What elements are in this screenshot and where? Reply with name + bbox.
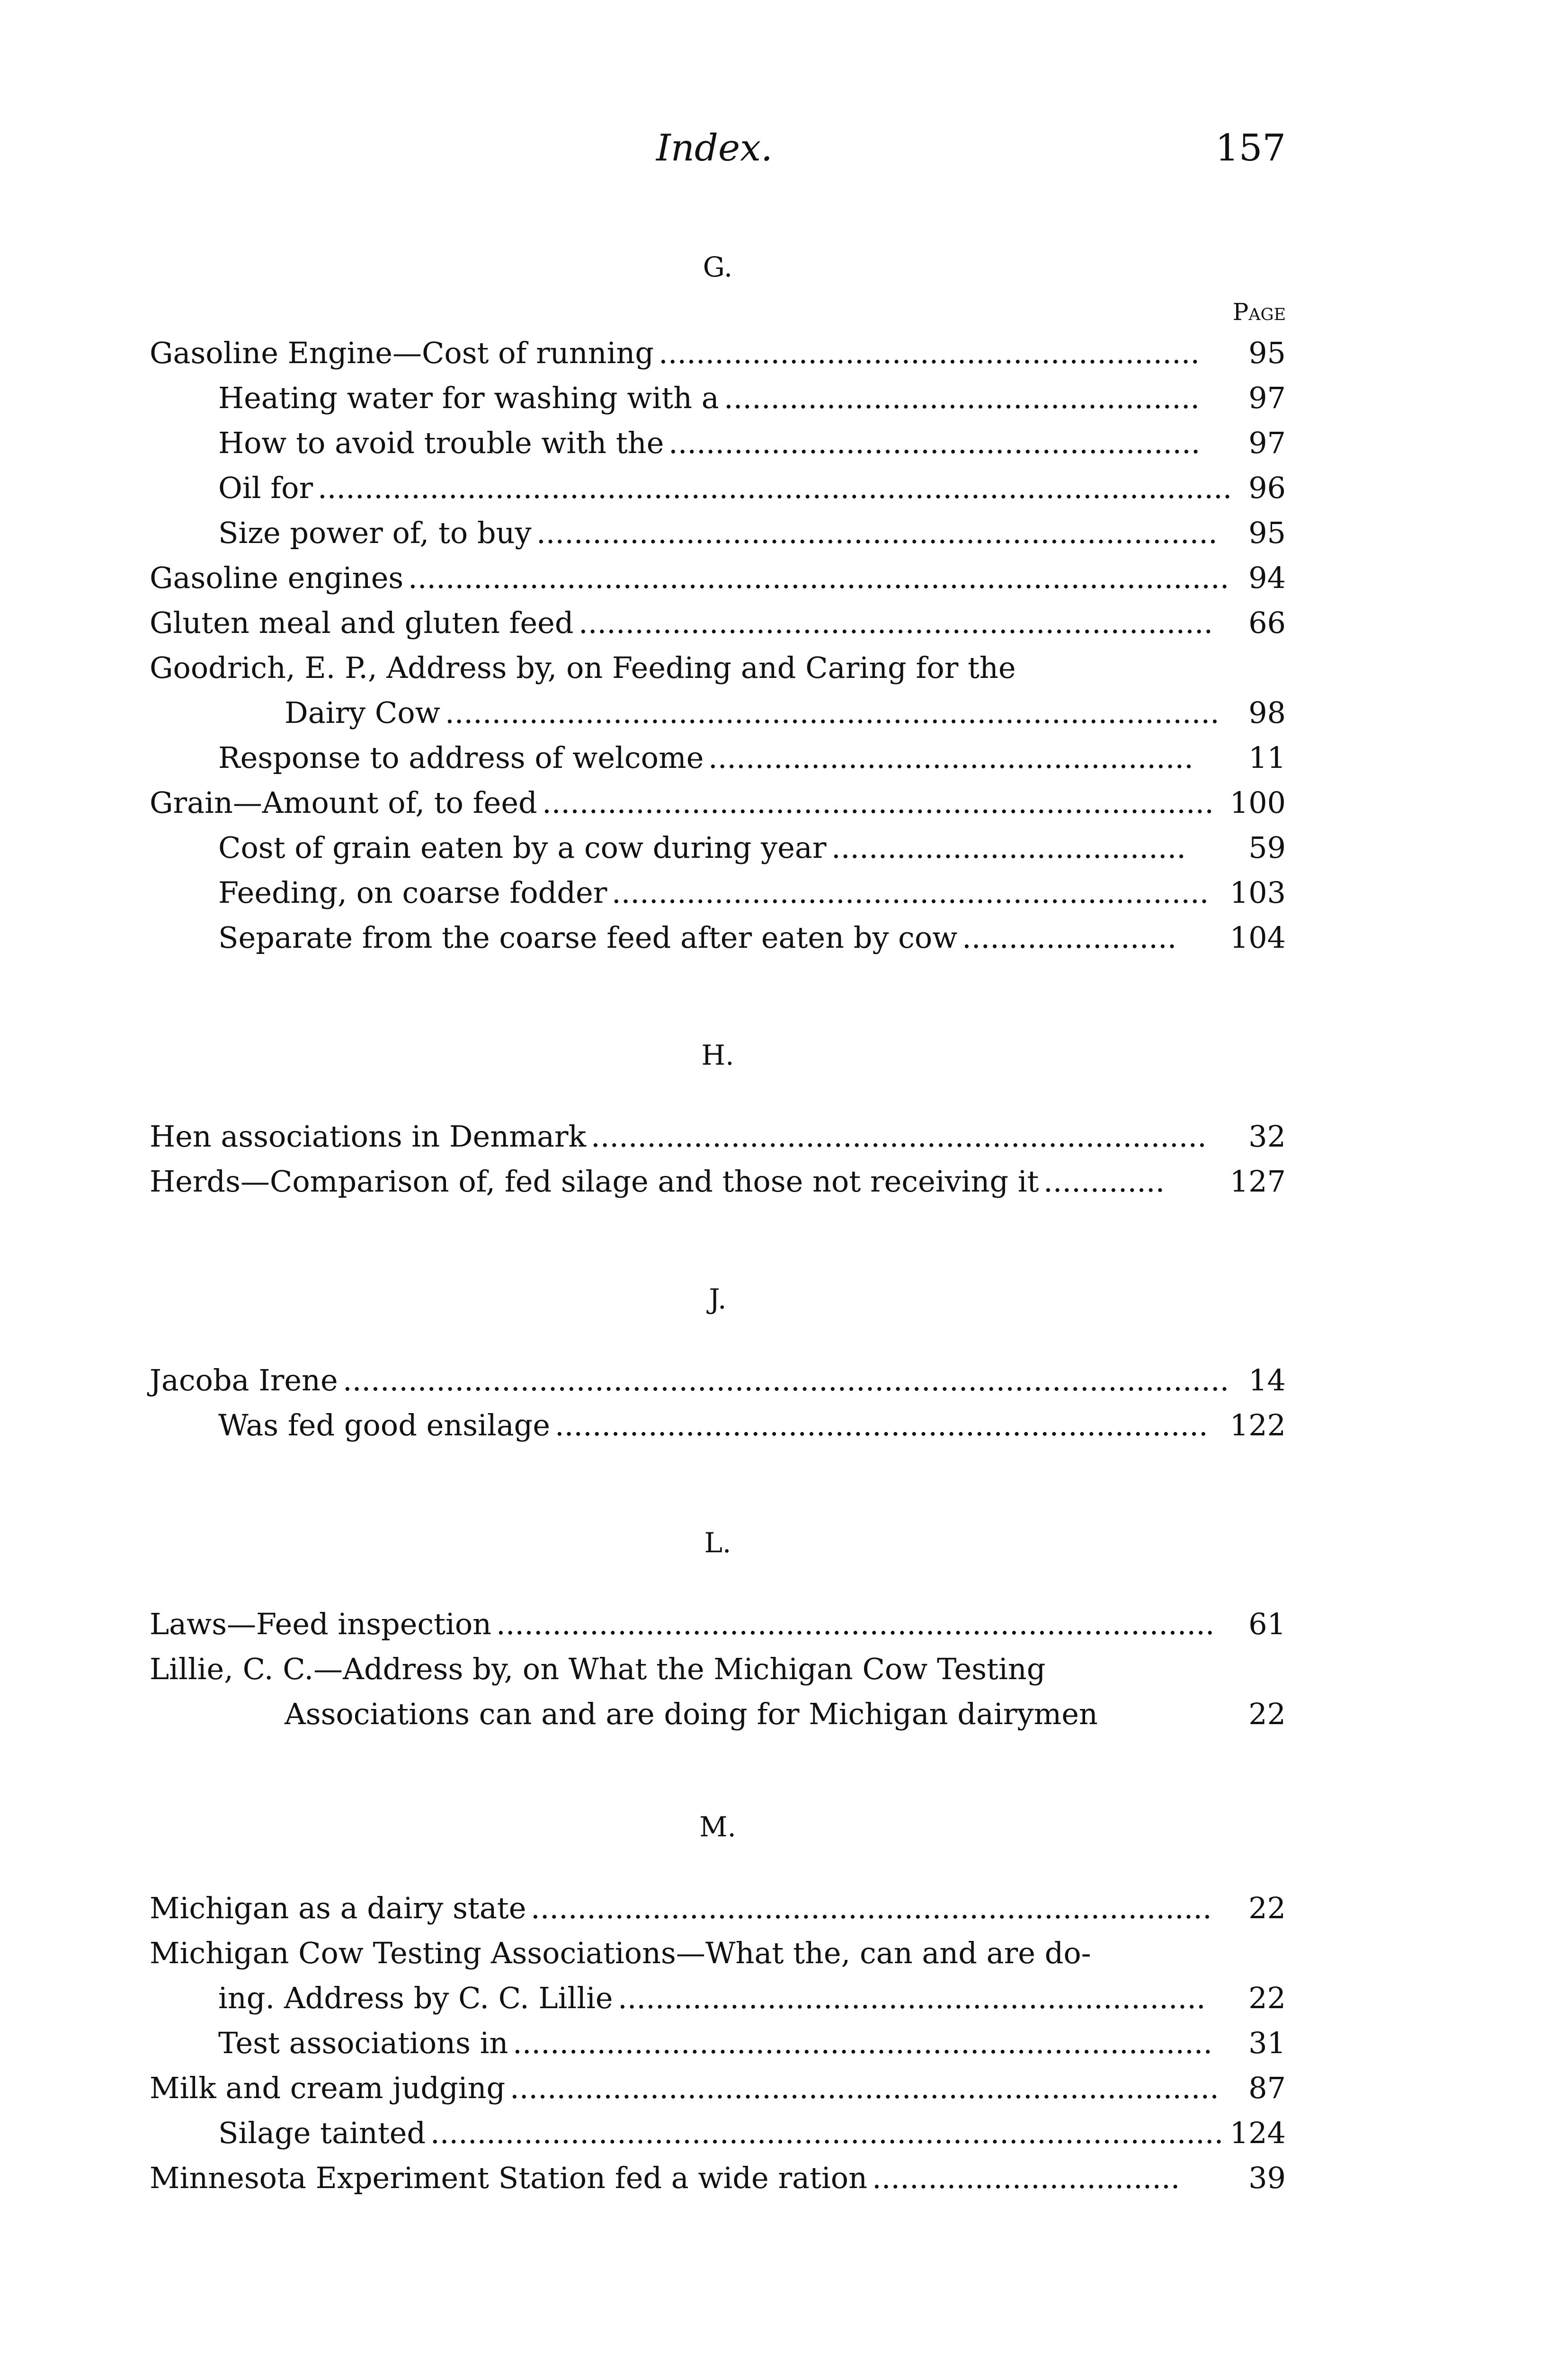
entry-page: 87: [1248, 2071, 1286, 2105]
entry-text: Michigan as a dairy state: [150, 1891, 526, 1925]
section-letter-j: J.: [709, 1283, 727, 1315]
index-entry: [150, 376, 1286, 420]
index-entry: [150, 1647, 1286, 1691]
index-entry: [150, 2021, 1286, 2065]
entry-text: Lillie, C. C.—Address by, on What the Michigan Cow Testing: [150, 1652, 1046, 1686]
dot-leader: ...................................................: [724, 381, 1200, 415]
entry-page: 14: [1248, 1363, 1286, 1397]
entry-page: 11: [1248, 740, 1286, 775]
entry-page: 97: [1248, 381, 1286, 415]
entry-text: Dairy Cow: [285, 695, 440, 730]
dot-leader: ......................................................................: [555, 1408, 1208, 1442]
entry-text: Feeding, on coarse fodder: [218, 875, 607, 910]
entry-text: Minnesota Experiment Station fed a wide ration: [150, 2161, 868, 2195]
dot-leader: .........................................................................: [536, 516, 1218, 550]
entry-page: 127: [1229, 1164, 1286, 1199]
entry-text: ing. Address by C. C. Lillie: [218, 1981, 613, 2015]
index-entry: [150, 331, 1286, 375]
index-entry: [150, 1115, 1286, 1158]
index-entry: [150, 826, 1286, 870]
page-number: 157: [1215, 127, 1286, 169]
dot-leader: ................................................................: [612, 875, 1209, 910]
entry-text: Milk and cream judging: [150, 2071, 506, 2105]
dot-leader: ..........................................................: [659, 336, 1200, 370]
index-entry: [150, 1976, 1286, 2020]
entry-text: Was fed good ensilage: [218, 1408, 551, 1442]
index-entry: [150, 1160, 1286, 1203]
entry-text: Cost of grain eaten by a cow during year: [218, 830, 827, 865]
entry-text: Michigan Cow Testing Associations—What the, can and are do-: [150, 1936, 1091, 1970]
dot-leader: ....................................................: [708, 740, 1194, 775]
entry-page: 32: [1248, 1119, 1286, 1154]
dot-leader: .........................................................: [668, 426, 1201, 460]
entry-page: 104: [1229, 920, 1286, 955]
entry-text: Test associations in: [218, 2026, 508, 2060]
entry-text: Gasoline engines: [150, 561, 404, 595]
entry-page: 22: [1248, 1981, 1286, 2015]
entry-page: 97: [1248, 426, 1286, 460]
dot-leader: ..................................................................................................: [318, 471, 1232, 505]
entry-text: Size power of, to buy: [218, 516, 532, 550]
section-letter-h: H.: [701, 1039, 734, 1071]
dot-leader: ...............................................................: [618, 1981, 1206, 2015]
dot-leader: ........................................................................................: [408, 561, 1229, 595]
entry-text: Silage tainted: [218, 2116, 426, 2150]
index-entry: [150, 421, 1286, 465]
dot-leader: ....................................................................: [579, 605, 1213, 640]
dot-leader: ............................................................................: [510, 2071, 1219, 2105]
index-entry: [150, 1359, 1286, 1402]
index-entry: [150, 781, 1286, 825]
running-head: [150, 127, 1286, 184]
index-entry: [150, 1602, 1286, 1646]
entry-text: Laws—Feed inspection: [150, 1607, 492, 1641]
dot-leader: .............: [1043, 1164, 1165, 1199]
dot-leader: ......................................: [831, 830, 1186, 865]
entry-text: Gluten meal and gluten feed: [150, 605, 574, 640]
dot-leader: .............................................................................: [496, 1607, 1215, 1641]
dot-leader: ........................................................................: [542, 785, 1214, 820]
entry-text: Associations can and are doing for Michigan dairymen: [285, 1697, 1098, 1731]
index-entry: [150, 466, 1286, 510]
section-letter-g: G.: [703, 251, 733, 283]
entry-text: Oil for: [218, 471, 313, 505]
section-letter-l: L.: [704, 1527, 731, 1559]
entry-page: 59: [1248, 830, 1286, 865]
index-entry: [150, 2156, 1286, 2200]
entry-text: Goodrich, E. P., Address by, on Feeding and Caring for the: [150, 650, 1016, 685]
entry-page: 100: [1229, 785, 1286, 820]
index-entry: [150, 736, 1286, 780]
index-entry: [150, 646, 1286, 690]
section-letter-m: M.: [699, 1811, 736, 1843]
dot-leader: ...............................................................................................: [343, 1363, 1229, 1397]
entry-text: Separate from the coarse feed after eaten by cow: [218, 920, 958, 955]
page-column-label: Page: [1232, 298, 1286, 326]
entry-page: 96: [1248, 471, 1286, 505]
index-entry: [150, 871, 1286, 915]
index-entry: [150, 556, 1286, 600]
entry-text: Hen associations in Denmark: [150, 1119, 587, 1154]
entry-page: 22: [1248, 1697, 1286, 1731]
entry-page: 94: [1248, 561, 1286, 595]
dot-leader: .....................................................................................: [430, 2116, 1224, 2150]
index-entry: [150, 1886, 1286, 1930]
running-title: Index.: [656, 127, 773, 169]
entry-page: 22: [1248, 1891, 1286, 1925]
entry-page: 124: [1229, 2116, 1286, 2150]
index-entry: [150, 511, 1286, 555]
entry-page: 95: [1248, 516, 1286, 550]
entry-page: 66: [1248, 605, 1286, 640]
entry-page: 103: [1229, 875, 1286, 910]
entry-text: Herds—Comparison of, fed silage and those not receiving it: [150, 1164, 1039, 1199]
entry-text: Response to address of welcome: [218, 740, 704, 775]
entry-page: 39: [1248, 2161, 1286, 2195]
index-entry: [150, 1404, 1286, 1447]
dot-leader: .......................: [962, 920, 1177, 955]
dot-leader: ..................................................................: [591, 1119, 1207, 1154]
dot-leader: .........................................................................: [531, 1891, 1212, 1925]
dot-leader: .................................: [872, 2161, 1180, 2195]
entry-page: 61: [1248, 1607, 1286, 1641]
entry-text: How to avoid trouble with the: [218, 426, 664, 460]
entry-page: 98: [1248, 695, 1286, 730]
entry-text: Heating water for washing with a: [218, 381, 719, 415]
entry-page: 122: [1229, 1408, 1286, 1442]
entry-page: 95: [1248, 336, 1286, 370]
dot-leader: ...................................................................................: [445, 695, 1220, 730]
index-entry: [150, 601, 1286, 645]
index-entry: [150, 2066, 1286, 2110]
index-entry: [150, 1931, 1286, 1975]
index-entry: [150, 916, 1286, 960]
index-entry: [150, 1692, 1286, 1736]
index-entry: [150, 2111, 1286, 2155]
index-entry: [150, 691, 1286, 735]
entry-text: Jacoba Irene: [150, 1363, 338, 1397]
entry-text: Gasoline Engine—Cost of running: [150, 336, 654, 370]
entry-text: Grain—Amount of, to feed: [150, 785, 537, 820]
dot-leader: ...........................................................................: [513, 2026, 1213, 2060]
entry-page: 31: [1248, 2026, 1286, 2060]
